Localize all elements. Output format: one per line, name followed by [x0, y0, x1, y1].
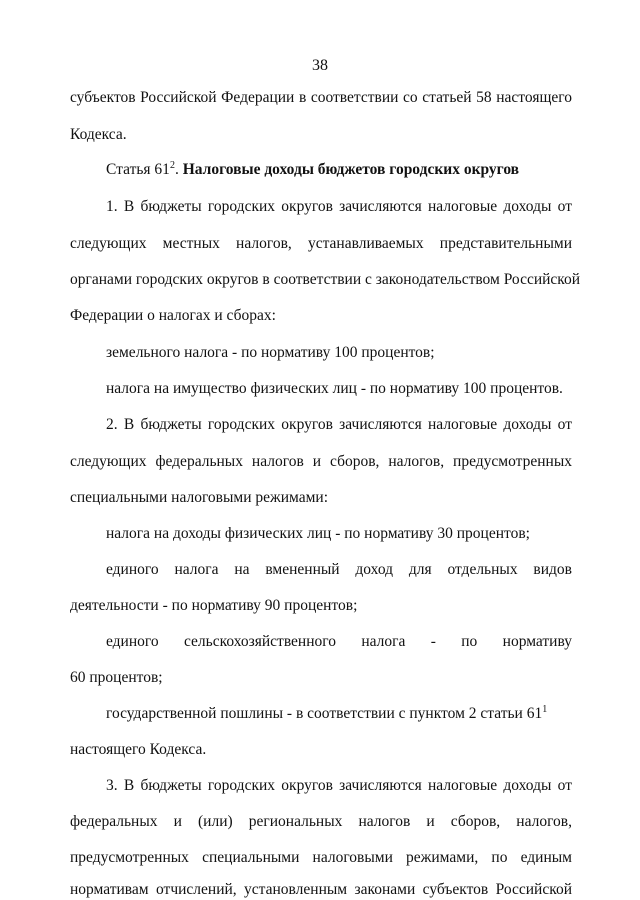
text-line: деятельности - по нормативу 90 процентов;	[70, 597, 358, 614]
article-heading-dot: .	[174, 161, 183, 178]
text-line: 3. В бюджеты городских округов зачисляются налоговые доходы от	[106, 777, 572, 794]
text-line: настоящего Кодекса.	[70, 741, 207, 758]
text-line: Федерации о налогах и сборах:	[70, 307, 276, 324]
text-line: субъектов Российской Федерации в соответствии со статьей 58 настоящего	[70, 89, 572, 106]
text-line: налога на имущество физических лиц - по нормативу 100 процентов.	[106, 380, 563, 397]
text-line: налога на доходы физических лиц - по нормативу 30 процентов;	[106, 525, 530, 542]
text-line: земельного налога - по нормативу 100 процентов;	[106, 344, 435, 361]
text-line: Кодекса.	[70, 126, 127, 143]
article-heading	[106, 160, 572, 180]
text-line: единого сельскохозяйственного налога - по нормативу	[106, 633, 572, 650]
article-heading-prefix: Статья 61	[106, 161, 170, 178]
page-number: 38	[312, 57, 328, 74]
text-line-main: государственной пошлины - в соответствии с пунктом 2 статьи 61	[106, 705, 543, 722]
text-line: органами городских округов в соответствии с законодательством Российской	[70, 271, 581, 288]
article-heading-sup: 2	[169, 159, 175, 171]
text-line: следующих местных налогов, устанавливаемых представительными	[70, 235, 572, 252]
text-line: 60 процентов;	[70, 669, 163, 686]
text-line: 2. В бюджеты городских округов зачисляются налоговые доходы от	[106, 416, 572, 433]
text-line: предусмотренных специальными налоговыми режимами, по единым	[70, 849, 572, 866]
article-heading-title: Налоговые доходы бюджетов городских округов	[182, 161, 520, 178]
text-line: нормативам отчислений, установленным законами субъектов Российской	[70, 881, 572, 898]
text-line	[106, 704, 572, 724]
text-line: федеральных и (или) региональных налогов и сборов, налогов,	[70, 813, 572, 830]
text-line: следующих федеральных налогов и сборов, налогов, предусмотренных	[70, 453, 572, 470]
text-line: специальными налоговыми режимами:	[70, 489, 329, 506]
text-line-sup: 1	[542, 703, 548, 715]
text-line: единого налога на вмененный доход для отдельных видов	[106, 561, 572, 578]
text-line: 1. В бюджеты городских округов зачисляются налоговые доходы от	[106, 198, 572, 215]
